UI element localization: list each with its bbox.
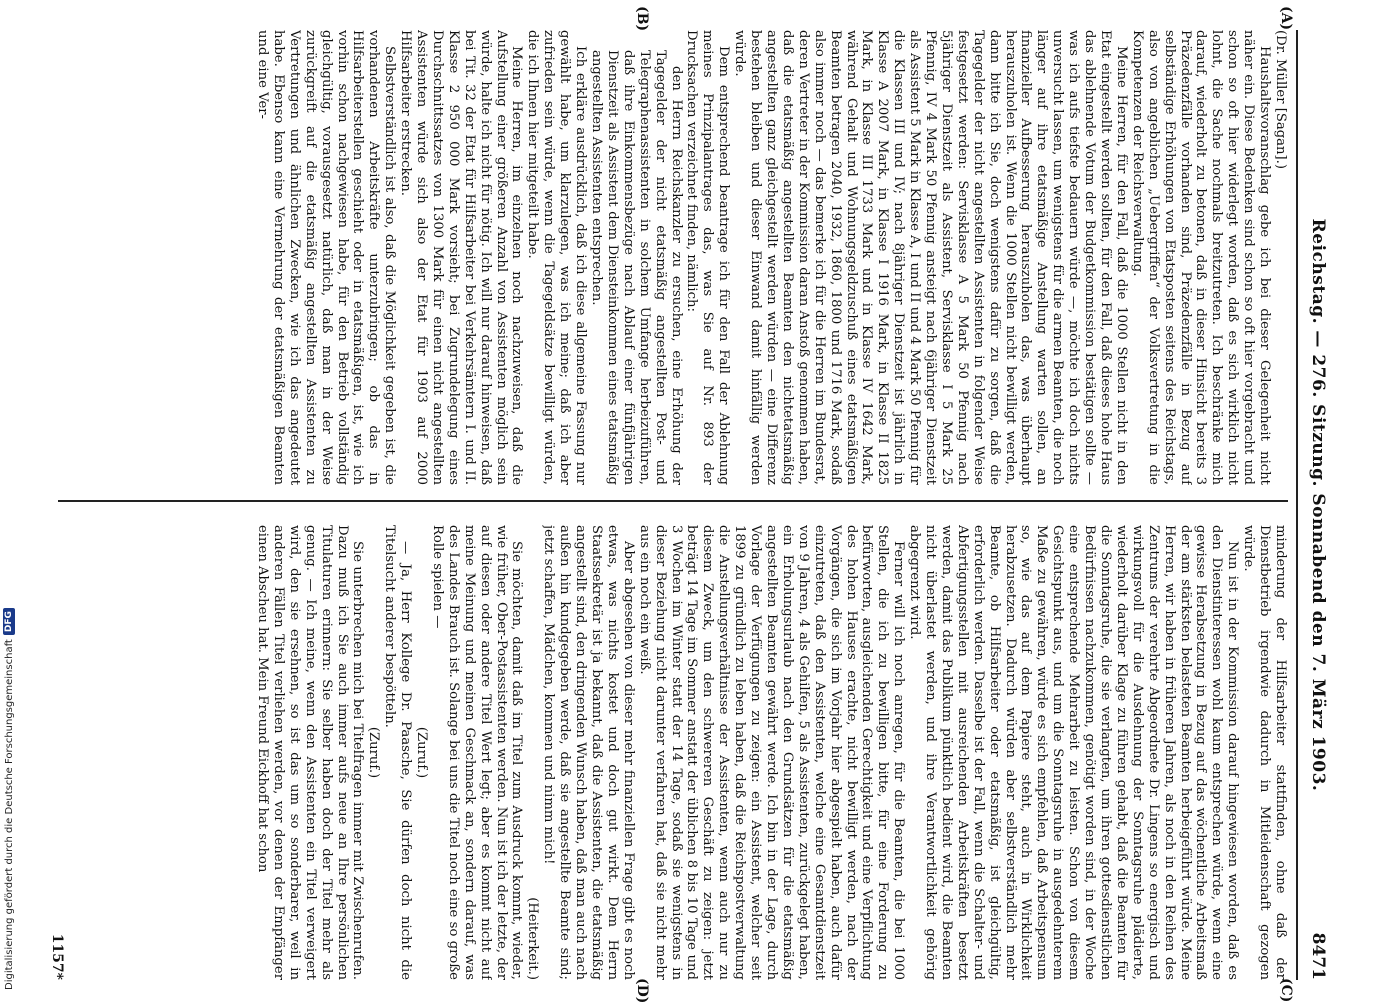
margin-marker-d: (D) [634,978,650,1003]
paragraph: Haushaltsvoranschlag gebe ich bei dieser Gelegenheit nicht näher ein. Diese Bedenken sind schon so oft hier vorgebracht und schon so oft hier widerlegt worden, daß es sich wirklich nicht lohnt, die Sache nochmals breitzutreten. Ich beschränke mich darauf, wiederholt zu betonen, daß in dieser Hinsicht bereits 3 Präzedenzfälle vorhanden sind, Präzedenzfälle in Bezug auf selbständige Erhöhungen von Etatsposten seitens des Reichstags, also von angeblichen „Uebergriffen“ der Volksvertretung in die Kompetenzen der Reichsverwaltung. [1129,30,1273,485]
page-number: 8471 [1308,932,1328,980]
digitization-text: Digitalisierung gefördert durch die Deutsche Forschungsgemeinschaft [3,639,15,990]
paragraph: Nun ist in der Kommission darauf hingewiesen worden, daß es den Dienstinteressen wohl kaum entsprechen würde, wenn eine gewisse Herabsetzung in Bezug auf das wöchentliche Arbeitsmaß der am stärksten belasteten Beamten herbeigeführt würde. Meine Herren, wir haben in früheren Jahren, als noch in den Reihen des Zentrums der verehrte Abgeordnete Dr. Lingens so energisch und wirkungsvoll für die Ausdehnung der Sonntagsruhe plädierte, wiederholt darüber Klage zu führen gehabt, daß die Beamten für die Sonntagsruhe, die sie verlangten, um ihren gottesdienstlichen Bedürfnissen nachzukommen, genötigt worden sind, in der Woche eine entsprechende Mehrarbeit zu leisten. Schon von diesem Gesichtspunkt aus, und um die Sonntagsruhe in ausgedehnterem Maße zu gewähren, würde es sich empfehlen, daß Arbeitspensum so, wie das auf dem Papiere steht, auch in Wirklichkeit herabzusetzen. Dadurch würden aber selbstverständlich mehr Beamte, ob Hilfsarbeiter oder etatsmäßig, ist gleichgültig, erforderlich werden. Dasselbe ist der Fall, wenn die Schalter- und Abfertigungsstellen mit ausreichenden Arbeitskräften besetzt werden, damit das Publikum pünktlich bedient wird, die Beamten nicht überlastet werden, und ihre Verantwortlichkeit gehörig abgegrenzt wird. [907,525,1241,980]
paragraph: minderung der Hilfsarbeiter stattfinden, ohne daß der Dienstbetrieb irgendwie dadurch in Mitleidenschaft gezogen würde. [1241,525,1288,980]
interjection: (Heiterkeit.) [525,897,541,980]
speaker-line: (Dr. Müller [Sagan].) [1273,30,1288,170]
right-column [48,525,1288,980]
document-page [30,0,1350,1003]
margin-marker-b: (B) [634,6,650,32]
page-header [1302,30,1332,980]
interjection: (Zuruf.) [366,726,382,779]
interjection: (Zuruf.) [414,726,430,779]
sheet-number: 1157* [48,933,65,980]
paragraph: Aber abgesehen von dieser mehr finanziellen Frage gibt es noch etwas, was nichts kostet und doch gut wirkt. Dem Herrn Staatssekretär ist ja bekannt, daß die Assistenten, die etatsmäßig angestellt sind, den dringenden Wunsch haben, daß man auch nach außen hin kundgegeben werde, daß sie angestellte Beamte sind; jetzt schaffen, Mädchen, kommen und nimm mich! [541,525,636,980]
paragraph: Ferner will ich noch anregen, für die Beamten, die bei 1000 Stellen, die ich zu bewilligen bitte, für eine Forderung zu befürworten, ausgleichenden Gerechtigkeit und eine Verpflichtung des hohen Hauses erachte, nicht bewilligt werden, nach der Vorgängen, die sich im Vorjahr hier abgespielt haben, auch dafür einzutreten, daß den Assistenten, welche eine Gesamtdienstzeit von 9 Jahren, 4 als Gehilfen, 5 als Assistenten, zurückgelegt haben, ein Erholungsurlaub nach den Grundsätzen für die etatsmäßig angestellten Beamten gewährt werde. Ich bin in der Lage, durch Vorlage der Verfügungen zu zeigen: ein Assistent, welcher seit 1899 zu gründlich zu leben haben, daß die Reichspostverwaltung die Anstellungsverhältnisse der Assistenten, wenn auch nur zu diesem Zweck, um den schwereren Geschäft zu zeigen: jetzt beträgt 14 Tage im Sommer anstatt der üblichen 8 bis 10 Tage und 3 Wochen im Winter statt der 14 Tage, sodaß sie wenigstens in dieser Beziehung nicht darunter verfahren hat, daß sie nicht mehr aus ein noch ein weiß. [636,525,907,980]
margin-marker-c: (C) [1278,978,1294,1003]
digitization-note [3,608,15,990]
paragraph: Ich erkläre ausdrücklich, daß ich diese allgemeine Fassung nur gewählt habe, um klarzulegen, was ich meine; daß ich aber zufrieden sein würde, wenn die Tagegeldsätze bewilligt würden, die ich Ihnen hier mitgeteilt habe. [525,30,589,485]
left-column [48,30,1288,485]
column-divider [58,500,1288,502]
paragraph: Meine Herren, im einzelnen noch nachzuweisen, daß die Aufstellung einer größeren Anzahl von Assistenten möglich sein würde, halte ich nicht für nötig. Ich will nur darauf hinweisen, daß bei Tit. 32 der Etat für Hilfsarbeiter bei Verkehrsämtern I. und II. Klasse 2 950 000 Mark vorsieht; bei Zugrundelegung eines Durchschnittssatzes von 1300 Mark für einen nicht angestellten Assistenten würde sich also der Etat für 1903 auf 2000 Hilfsarbeiter erstrecken. [398,30,525,485]
paragraph: Selbstverständlich ist also, daß die Möglichkeit gegeben ist, die vorhandenen Arbeitskräfte unterzubringen; ob das in Hilfsarbeiterstellen geschieht oder in etatsmäßigen, ist, wie ich vorhin schon nachgewiesen habe, für den Betrieb vollständig gleichgültig, vorausgesetzt natürlich, daß man in der Weise zurückgreift auf die etatsmäßig angestellten Assistenten zu Vertretungen und ähnlichen Zwecken, wie ich das angedeutet habe. Ebenso kann eine Vermehrung der etatsmäßigen Beamten und eine Ver- [255,30,398,485]
paragraph: Meine Herren, für den Fall, daß die 1000 Stellen nicht in den Etat eingestellt werden sollten, für den Fall, daß dieses hohe Haus das ablehnende Votum der Budgetkommission bestätigen sollte — was ich aufs tiefste bedauern würde —, möchte ich doch nichts unversucht lassen, um wenigstens für die armen Beamten, die noch länger auf ihre etatsmäßige Anstellung warten sollen, an finanzieller Aufbesserung herauszuholen das, was überhaupt herauszuholen ist. Wenn die 1000 Stellen nicht bewilligt werden, dann bitte ich Sie, doch wenigstens dafür zu sorgen, daß die Tagegelder der nicht angestellten Assistenten in folgender Weise festgesetzt werden: Servisklasse A 5 Mark 50 Pfennig nach 5jähriger Dienstzeit als Assistent, Servisklasse I 5 Mark 25 Pfennig, IV 4 Mark 50 Pfennig ansteigt nach 6jähriger Dienstzeit als Assistent 5 Mark in Klasse A, I und II und 4 Mark 50 Pfennig für die Klassen III und IV; nach 8jähriger Dienstzeit ist jährlich in Klasse A 2007 Mark, in Klasse I 1916 Mark, in Klasse II 1825 Mark, in Klasse III 1733 Mark und in Klasse IV 1642 Mark, während Gehalt und Wohnungsgeldzuschuß eines etatsmäßigen Beamten betragen 2040, 1932, 1860, 1800 und 1716 Mark, sodaß also immer noch — das bemerke ich für die Herren im Bundesrat, deren Vertreter in der Kommission daran Anstoß genommen haben, daß die etatsmäßig angestellten Beamten den nichtetatsmäßig angestellten ganz gleichgestellt werden würden — eine Differenz bestehen bleiben und dieser Einwand damit hinfällig werden würde. [732,30,1129,485]
paragraph: Sie möchten, damit daß im Titel zum Ausdruck kommt, wieder, wie früher, Ober-Postassistenten werden. Nun ist ich der letzte, der auf diesen oder andere Titel Wert legt; aber es kommt nicht auf meine Meinung und meinen Geschmack an, sondern darauf, was des Landes Brauch ist. Solange bei uns die Titel noch eine so große Rolle spielen — [429,525,525,980]
paragraph: — Ja, Herr Kollege Dr. Paasche, Sie dürfen doch nicht die Titelsucht anderer bespötteln. [382,525,414,980]
dfg-logo: DFG [3,608,15,635]
paragraph: Sie unterbrechen mich bei Titelfragen immer mit Zwischenrufen. Dazu muß ich Sie auch immer aufs neue an Ihre persönlichen Titulaturen erinnern: Sie selber haben doch der Titel mehr als genug. — Ich meine, wenn den Assistenten ein Titel verweigert wird, den sie ersehnen, so ist das um so sonderbarer, weil in anderen Fällen Titel verliehen werden, vor denen der Empfänger einen Abscheu hat. Mein Freund Eickhoff hat schon [255,525,366,980]
motion-text: den Herrn Reichskanzler zu ersuchen, eine Erhöhung der Tagegelder der nicht etatsmäßig angestellten Post- und Telegraphenassistenten in solchem Umfange herbeizuführen, daß ihre Einkommensbezüge nach Ablauf einer fünfjährigen Dienstzeit als Assistent dem Diensteinkommen eines etatsmäßig angestellten Assistenten entsprechen. [589,50,684,485]
margin-marker-a: (A) [1278,6,1294,31]
running-title: Reichstag. — 276. Sitzung. Sonnabend den 7. März 1903. [1308,218,1328,792]
header-rule [1296,30,1298,980]
paragraph: Dem entsprechend beantrage ich für den Fall der Ablehnung meines Prinzipalantrages das, was Sie auf Nr. 893 der Drucksachen verzeichnet finden, nämlich: [684,30,732,485]
